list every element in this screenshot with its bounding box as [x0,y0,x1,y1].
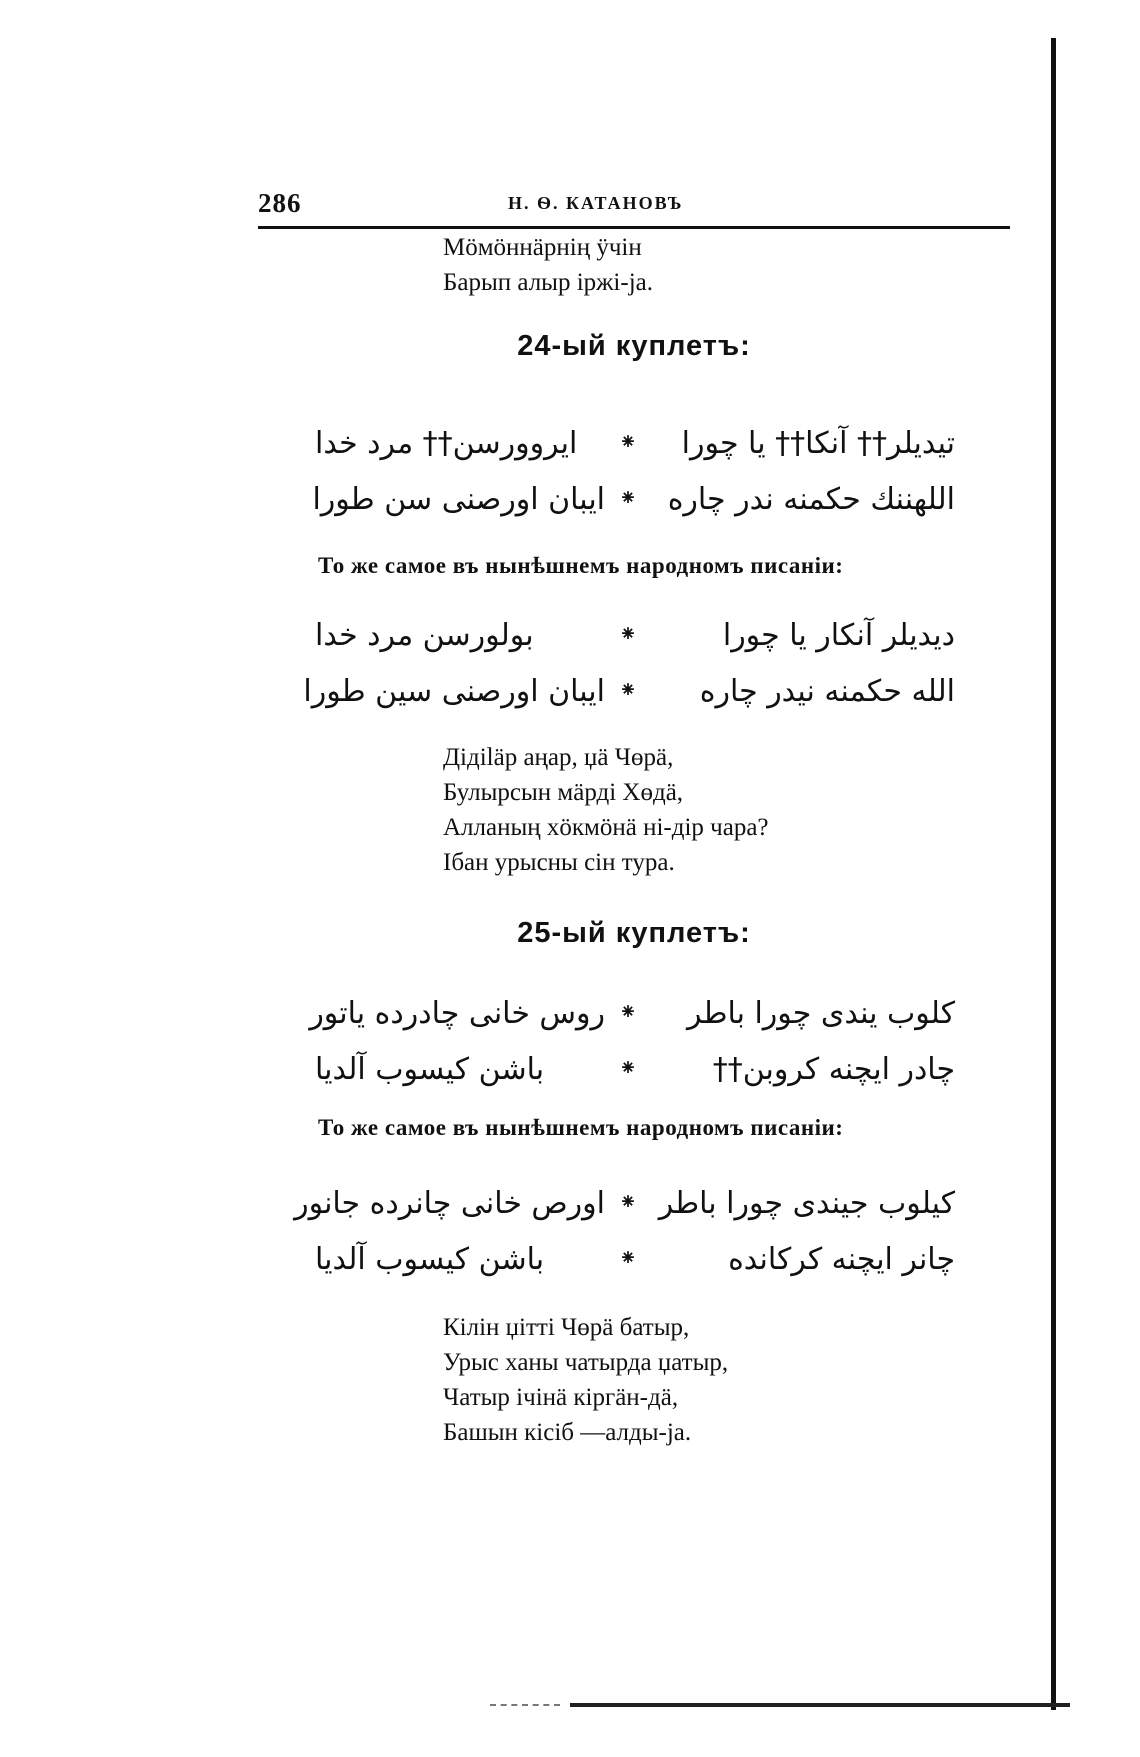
verse-line: Дідіlӓр аңар, џӓ Чөрӓ, [443,744,674,771]
verse-line: Чатыр ічінӓ кіргӓн-дӓ, [443,1384,679,1411]
star-separator-icon: ⁕ [618,486,638,511]
couplet-25-transliteration [443,1310,728,1450]
top-verse [443,230,653,300]
arabic-line [315,1236,955,1292]
arabic-hemistich: تیدیلر†† آنکا†† یا چورا [681,426,955,461]
star-separator-icon: ⁕ [618,1056,638,1081]
couplet-25-heading: 25-ый куплетъ: [517,917,751,949]
verse-line: Ібан урысны сін тура. [443,849,675,876]
star-separator-icon: ⁕ [618,430,638,455]
arabic-hemistich: ایبان اورصنی سین طورا [303,674,605,709]
arabic-line [312,476,955,532]
arabic-hemistich: روس خانی چادرده یاتور [309,996,605,1031]
couplet-24-arabic-modern [303,612,955,724]
page-edge-rule [1051,38,1056,1710]
footer-rule [570,1703,1070,1707]
arabic-hemistich: چادر ایچنه کروبن†† [712,1052,955,1087]
verse-line: Башын кісіб —алды-ја. [443,1419,692,1446]
header-rule [258,226,1010,229]
verse-line: Кілін џітті Чөрӓ батыр, [443,1314,690,1341]
couplet-24-transliteration [443,740,769,880]
arabic-line [294,1180,955,1236]
star-separator-icon: ⁕ [618,678,638,703]
star-separator-icon: ⁕ [618,1190,638,1215]
page-header [258,188,1010,218]
star-separator-icon: ⁕ [618,1246,638,1271]
verse-line: Булырсын мӓрді Хөдӓ, [443,779,684,806]
star-separator-icon: ⁕ [618,1000,638,1025]
running-head: Н. Ѳ. КАТАНОВЪ [508,193,684,213]
couplet-24-modern-note: То же самое въ нынѣшнемъ народномъ писаніи: [318,553,844,578]
arabic-hemistich: دیدیلر آنکار یا چورا [722,618,955,653]
arabic-line [303,668,955,724]
arabic-hemistich: چانر ایچنه کرکانده [728,1242,955,1277]
arabic-hemistich: باشن کیسوب آلدیا [315,1052,545,1087]
arabic-hemistich: ایروورسن†† مرد خدا [315,426,578,461]
verse-line: Урыс ханы чатырда џатыр, [443,1349,729,1376]
star-separator-icon: ⁕ [618,622,638,647]
arabic-hemistich: اللهننك حكمنه ندر چاره [667,482,955,517]
verse-line: Мӧмӧннӓрнің ӱчін [443,234,642,261]
couplet-25-modern-note: То же самое въ нынѣшнемъ народномъ писаніи: [318,1115,844,1140]
couplet-25-arabic-modern [294,1180,955,1292]
arabic-line [315,1046,955,1102]
arabic-line [309,990,955,1046]
footer-dash [490,1704,560,1706]
arabic-hemistich: بولورسن مرد خدا [315,618,534,653]
couplet-24-arabic-original [312,420,955,532]
arabic-hemistich: اورص خانی چانرده جانور [294,1186,605,1221]
verse-line: Барып алыр іржі-ja. [443,269,653,296]
couplet-24-heading: 24-ый куплетъ: [517,330,751,362]
couplet-25-arabic-original [309,990,955,1102]
arabic-hemistich: کلوب یندی چورا باطر [687,996,955,1031]
arabic-hemistich: باشن کیسوب آلدیا [315,1242,545,1277]
arabic-hemistich: ایبان اورصنی سن طورا [312,482,605,517]
verse-line: Алланың хӧкмӧнӓ ні-дір чара? [443,814,769,841]
arabic-line [315,420,955,476]
page-number: 286 [258,188,302,218]
arabic-hemistich: کیلوب جیندی چورا باطر [658,1186,955,1221]
arabic-line [315,612,955,668]
arabic-hemistich: الله حکمنه نیدر چاره [699,674,955,709]
